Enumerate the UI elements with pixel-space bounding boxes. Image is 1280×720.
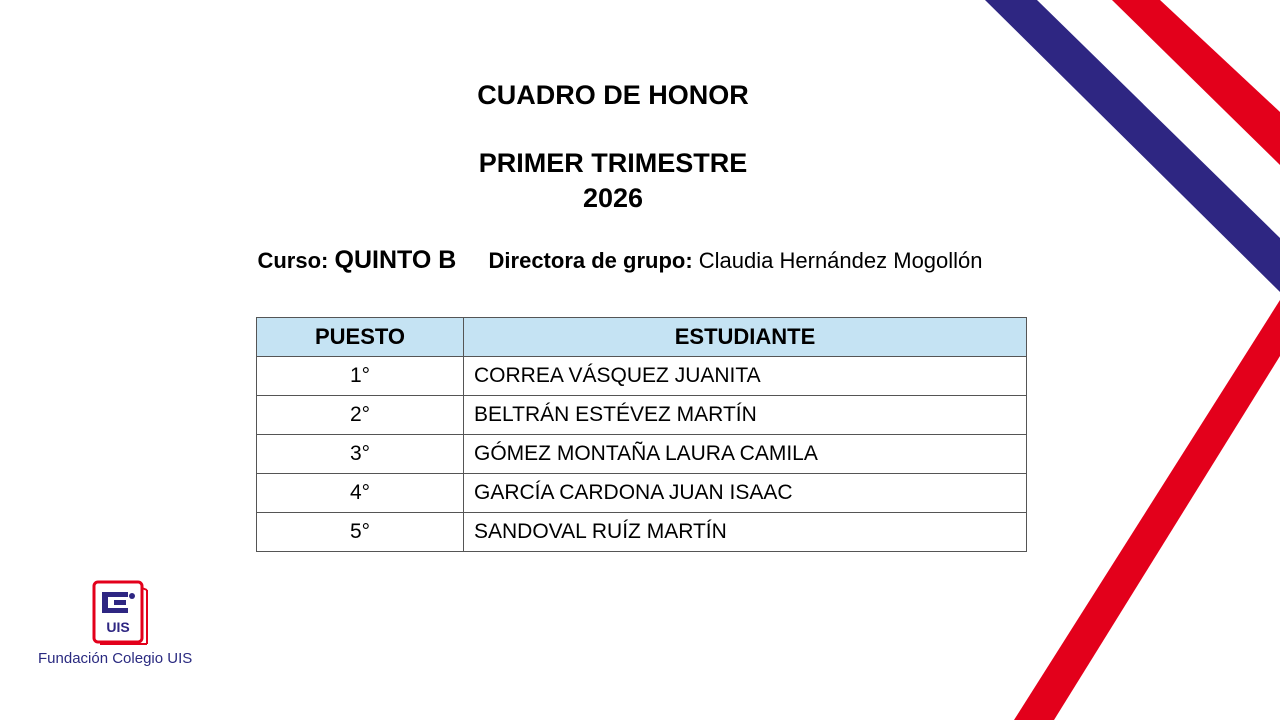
course-label: Curso: <box>257 248 329 273</box>
table-row <box>257 513 1027 552</box>
student-cell: GÓMEZ MONTAÑA LAURA CAMILA <box>464 435 1027 474</box>
director-label: Directora de grupo: <box>488 248 693 273</box>
director-value: Claudia Hernández Mogollón <box>698 248 983 273</box>
honor-table <box>256 317 1027 552</box>
table-row <box>257 474 1027 513</box>
place-cell: 5° <box>257 513 464 552</box>
table-row <box>257 357 1027 396</box>
table-row <box>257 396 1027 435</box>
place-cell: 4° <box>257 474 464 513</box>
header-place: PUESTO <box>257 318 464 357</box>
course-value: QUINTO B <box>334 246 457 274</box>
header-student: ESTUDIANTE <box>464 318 1027 357</box>
place-cell: 3° <box>257 435 464 474</box>
school-name: Fundación Colegio UIS <box>38 650 193 667</box>
period-title: PRIMER TRIMESTRE <box>478 148 748 178</box>
year-title: 2026 <box>582 183 644 213</box>
school-logo-icon <box>92 580 150 646</box>
place-cell: 2° <box>257 396 464 435</box>
logo-mark-text: UIS <box>106 619 130 635</box>
student-cell: BELTRÁN ESTÉVEZ MARTÍN <box>464 396 1027 435</box>
table-row <box>257 435 1027 474</box>
student-cell: CORREA VÁSQUEZ JUANITA <box>464 357 1027 396</box>
page-title: CUADRO DE HONOR <box>477 80 749 110</box>
red-stripe-bottom <box>1014 300 1280 720</box>
course-info <box>0 246 1240 275</box>
table-header-row <box>257 318 1027 357</box>
student-cell: SANDOVAL RUÍZ MARTÍN <box>464 513 1027 552</box>
place-cell: 1° <box>257 357 464 396</box>
student-cell: GARCÍA CARDONA JUAN ISAAC <box>464 474 1027 513</box>
